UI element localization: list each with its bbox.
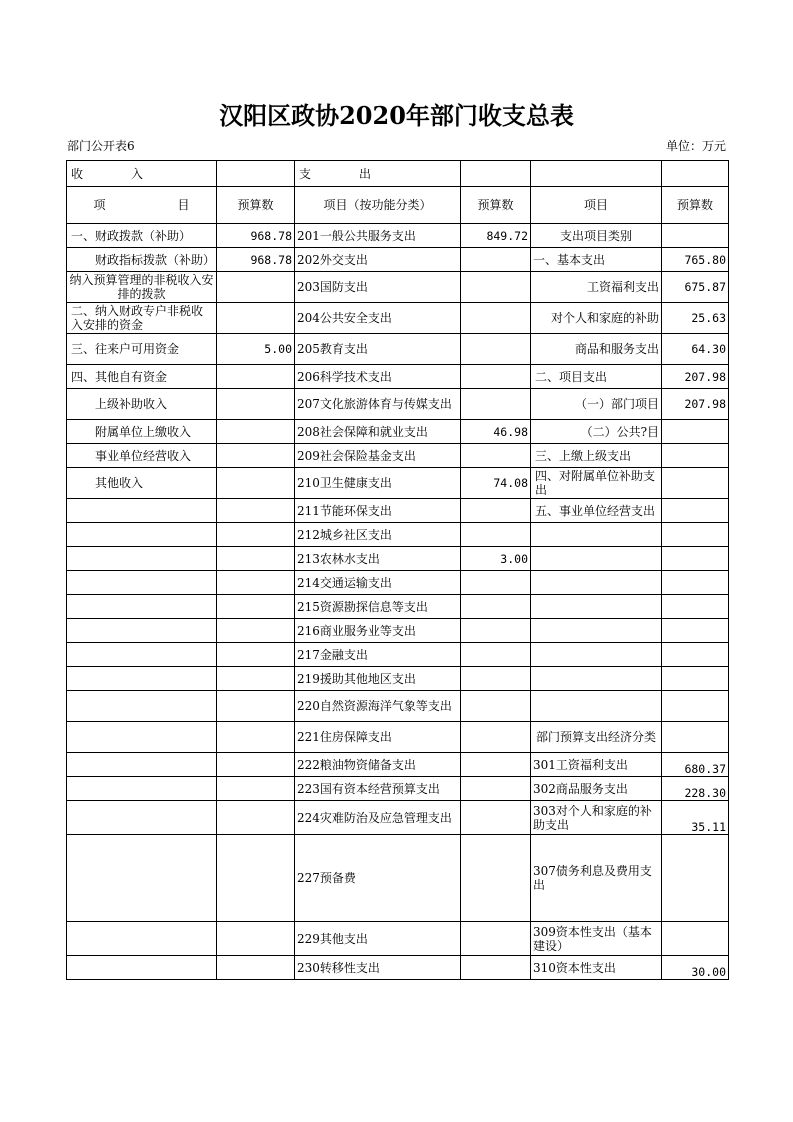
func-expend-budget-cell: [461, 523, 531, 547]
category-budget-cell: 765.80: [662, 248, 729, 272]
income-budget-cell: [217, 571, 295, 595]
func-expend-budget-cell: 74.08: [461, 468, 531, 499]
income-item-cell: 三、往来户可用资金: [67, 334, 217, 365]
func-expend-budget-cell: [461, 303, 531, 334]
income-item-cell: [67, 619, 217, 643]
func-expend-budget-cell: [461, 272, 531, 303]
expend-category-cell: 三、上缴上级支出: [531, 444, 662, 468]
func-expend-item-cell: 222粮油物资储备支出: [295, 753, 461, 777]
income-item-cell: 其他收入: [67, 468, 217, 499]
category-budget-cell: [662, 722, 729, 753]
income-budget-cell: [217, 523, 295, 547]
income-budget-cell: [217, 499, 295, 523]
func-expend-item-cell: 223国有资本经营预算支出: [295, 777, 461, 801]
income-budget-cell: 968.78: [217, 248, 295, 272]
table-row: [67, 468, 729, 499]
income-item-cell: [67, 722, 217, 753]
expend-category-cell: [531, 571, 662, 595]
func-expend-item-cell: 216商业服务业等支出: [295, 619, 461, 643]
expend-category-cell: 部门预算支出经济分类: [531, 722, 662, 753]
form-number: 部门公开表6: [67, 139, 135, 153]
income-item-cell: 附属单位上缴收入: [67, 420, 217, 444]
income-item-cell: [67, 547, 217, 571]
table-row: [67, 365, 729, 389]
func-expend-budget-cell: [461, 499, 531, 523]
func-expend-item-cell: 217金融支出: [295, 643, 461, 667]
func-expend-budget-cell: 849.72: [461, 224, 531, 248]
budget-header-3: 预算数: [662, 187, 729, 224]
func-expend-budget-cell: [461, 619, 531, 643]
income-budget-cell: [217, 835, 295, 922]
category-budget-cell: [662, 420, 729, 444]
func-expend-item-cell: 219援助其他地区支出: [295, 667, 461, 691]
income-budget-cell: [217, 468, 295, 499]
header-row-1: [67, 161, 729, 187]
category-budget-cell: [662, 922, 729, 956]
category-budget-cell: [662, 547, 729, 571]
table-row: [67, 389, 729, 420]
income-budget-cell: [217, 619, 295, 643]
table-row: [67, 667, 729, 691]
func-expend-item-cell: 207文化旅游体育与传媒支出: [295, 389, 461, 420]
expend-category-cell: 310资本性支出: [531, 956, 662, 980]
func-expend-item-cell: 206科学技术支出: [295, 365, 461, 389]
table-row: [67, 499, 729, 523]
func-expend-item-cell: 212城乡社区支出: [295, 523, 461, 547]
table-row: [67, 691, 729, 722]
func-expend-budget-cell: [461, 667, 531, 691]
income-item-cell: 上级补助收入: [67, 389, 217, 420]
income-budget-cell: 968.78: [217, 224, 295, 248]
func-expend-item-cell: 201一般公共服务支出: [295, 224, 461, 248]
category-budget-cell: 680.37: [662, 753, 729, 777]
func-expend-budget-cell: [461, 248, 531, 272]
category-budget-cell: [662, 444, 729, 468]
category-budget-cell: [662, 595, 729, 619]
income-item-cell: 四、其他自有资金: [67, 365, 217, 389]
table-row: [67, 248, 729, 272]
table-row: [67, 753, 729, 777]
table-row: [67, 272, 729, 303]
income-item-cell: [67, 777, 217, 801]
func-expend-item-cell: 230转移性支出: [295, 956, 461, 980]
income-budget-cell: [217, 365, 295, 389]
table-row: [67, 303, 729, 334]
func-expend-item-cell: 213农林水支出: [295, 547, 461, 571]
income-item-cell: [67, 691, 217, 722]
budget-header-1: 预算数: [217, 187, 295, 224]
expend-category-cell: [531, 523, 662, 547]
header-row-2: [67, 187, 729, 224]
table-row: [67, 619, 729, 643]
income-item-cell: [67, 835, 217, 922]
func-expend-item-cell: 205教育支出: [295, 334, 461, 365]
category-budget-cell: 207.98: [662, 365, 729, 389]
income-budget-cell: [217, 303, 295, 334]
income-budget-cell: [217, 272, 295, 303]
table-row: [67, 523, 729, 547]
table-row: [67, 444, 729, 468]
category-budget-cell: 675.87: [662, 272, 729, 303]
item-header-3: 项目: [531, 187, 662, 224]
func-expend-budget-cell: [461, 643, 531, 667]
func-expend-budget-cell: [461, 334, 531, 365]
income-item-cell: [67, 571, 217, 595]
income-budget-cell: [217, 595, 295, 619]
expend-category-cell: 对个人和家庭的补助: [531, 303, 662, 334]
category-budget-cell: 35.11: [662, 801, 729, 835]
expend-category-cell: 309资本性支出（基本建设）: [531, 922, 662, 956]
expend-category-cell: （二）公共?目: [531, 420, 662, 444]
expend-category-cell: （一）部门项目: [531, 389, 662, 420]
expend-category-cell: 工资福利支出: [531, 272, 662, 303]
func-expend-item-cell: 215资源勘探信息等支出: [295, 595, 461, 619]
category-budget-cell: [662, 224, 729, 248]
income-budget-cell: [217, 753, 295, 777]
income-item-cell: [67, 956, 217, 980]
expend-category-cell: [531, 643, 662, 667]
expend-category-cell: 二、项目支出: [531, 365, 662, 389]
page-title: 汉阳区政协2020年部门收支总表: [219, 101, 574, 130]
func-expend-item-cell: 211节能环保支出: [295, 499, 461, 523]
expend-category-cell: 商品和服务支出: [531, 334, 662, 365]
income-header: 收 入: [67, 161, 217, 187]
category-budget-cell: [662, 643, 729, 667]
category-budget-cell: [662, 619, 729, 643]
category-budget-cell: 25.63: [662, 303, 729, 334]
expend-header: 支 出: [295, 161, 461, 187]
func-expend-budget-cell: [461, 777, 531, 801]
table-row: [67, 420, 729, 444]
category-budget-cell: [662, 523, 729, 547]
func-expend-budget-cell: [461, 389, 531, 420]
func-expend-budget-cell: 46.98: [461, 420, 531, 444]
income-budget-cell: [217, 691, 295, 722]
income-budget-cell: 5.00: [217, 334, 295, 365]
income-item-cell: [67, 523, 217, 547]
category-budget-cell: 207.98: [662, 389, 729, 420]
func-expend-item-cell: 209社会保险基金支出: [295, 444, 461, 468]
func-expend-item-cell: 224灾难防治及应急管理支出: [295, 801, 461, 835]
unit-label: 单位：万元: [665, 139, 726, 153]
func-expend-budget-cell: [461, 595, 531, 619]
income-budget-cell: [217, 420, 295, 444]
category-budget-cell: [662, 571, 729, 595]
income-budget-cell: [217, 667, 295, 691]
budget-header-2: 预算数: [461, 187, 531, 224]
income-budget-cell: [217, 643, 295, 667]
category-budget-cell: [662, 835, 729, 922]
income-budget-cell: [217, 922, 295, 956]
table-row: [67, 956, 729, 980]
income-budget-cell: [217, 722, 295, 753]
func-expend-item-cell: 229其他支出: [295, 922, 461, 956]
table-row: [67, 777, 729, 801]
expend-category-cell: [531, 547, 662, 571]
budget-table: [66, 160, 729, 980]
expend-category-cell: [531, 619, 662, 643]
expend-category-cell: 四、对附属单位补助支出: [531, 468, 662, 499]
income-item-cell: [67, 643, 217, 667]
table-row: [67, 922, 729, 956]
func-expend-budget-cell: [461, 571, 531, 595]
income-item-cell: [67, 595, 217, 619]
expend-category-cell: [531, 595, 662, 619]
func-expend-item-cell: 227预备费: [295, 835, 461, 922]
category-budget-cell: 64.30: [662, 334, 729, 365]
income-budget-cell: [217, 547, 295, 571]
func-expend-item-cell: 214交通运输支出: [295, 571, 461, 595]
table-row: [67, 224, 729, 248]
income-item-cell: 二、纳入财政专户非税收入安排的资金: [67, 303, 217, 334]
income-item-cell: [67, 499, 217, 523]
category-budget-cell: [662, 667, 729, 691]
func-expend-item-cell: 221住房保障支出: [295, 722, 461, 753]
table-row: [67, 571, 729, 595]
expend-category-cell: 301工资福利支出: [531, 753, 662, 777]
func-expend-item-cell: 204公共安全支出: [295, 303, 461, 334]
income-item-cell: 事业单位经营收入: [67, 444, 217, 468]
expend-category-cell: 307债务利息及费用支出: [531, 835, 662, 922]
table-row: [67, 835, 729, 922]
category-budget-cell: [662, 499, 729, 523]
income-item-cell: [67, 922, 217, 956]
category-budget-cell: 30.00: [662, 956, 729, 980]
func-expend-budget-cell: [461, 835, 531, 922]
income-item-cell: [67, 753, 217, 777]
func-expend-budget-cell: [461, 801, 531, 835]
func-expend-item-cell: 202外交支出: [295, 248, 461, 272]
func-expend-item-cell: 220自然资源海洋气象等支出: [295, 691, 461, 722]
func-item-header: 项目（按功能分类）: [295, 187, 461, 224]
income-item-cell: [67, 801, 217, 835]
expend-category-cell: [531, 691, 662, 722]
category-budget-cell: [662, 468, 729, 499]
income-budget-cell: [217, 777, 295, 801]
table-row: [67, 595, 729, 619]
table-row: [67, 643, 729, 667]
func-expend-budget-cell: [461, 922, 531, 956]
income-budget-cell: [217, 444, 295, 468]
func-expend-budget-cell: [461, 444, 531, 468]
expend-category-cell: 一、基本支出: [531, 248, 662, 272]
income-item-cell: 财政指标拨款（补助）: [67, 248, 217, 272]
income-budget-cell: [217, 389, 295, 420]
expend-category-cell: [531, 667, 662, 691]
table-row: [67, 801, 729, 835]
func-expend-budget-cell: [461, 365, 531, 389]
func-expend-budget-cell: 3.00: [461, 547, 531, 571]
func-expend-item-cell: 210卫生健康支出: [295, 468, 461, 499]
category-budget-cell: 228.30: [662, 777, 729, 801]
func-expend-budget-cell: [461, 753, 531, 777]
func-expend-budget-cell: [461, 691, 531, 722]
expend-category-cell: 302商品服务支出: [531, 777, 662, 801]
expend-category-cell: 五、事业单位经营支出: [531, 499, 662, 523]
table-row: [67, 547, 729, 571]
table-row: [67, 722, 729, 753]
func-expend-budget-cell: [461, 722, 531, 753]
item-header: 项 目: [67, 187, 217, 224]
expend-category-cell: 支出项目类别: [531, 224, 662, 248]
expend-category-cell: 303对个人和家庭的补助支出: [531, 801, 662, 835]
income-item-cell: 纳入预算管理的非税收入安排的拨款: [67, 272, 217, 303]
income-budget-cell: [217, 956, 295, 980]
income-budget-cell: [217, 801, 295, 835]
category-budget-cell: [662, 691, 729, 722]
func-expend-item-cell: 208社会保障和就业支出: [295, 420, 461, 444]
income-item-cell: [67, 667, 217, 691]
table-row: [67, 334, 729, 365]
func-expend-budget-cell: [461, 956, 531, 980]
func-expend-item-cell: 203国防支出: [295, 272, 461, 303]
income-item-cell: 一、财政拨款（补助）: [67, 224, 217, 248]
